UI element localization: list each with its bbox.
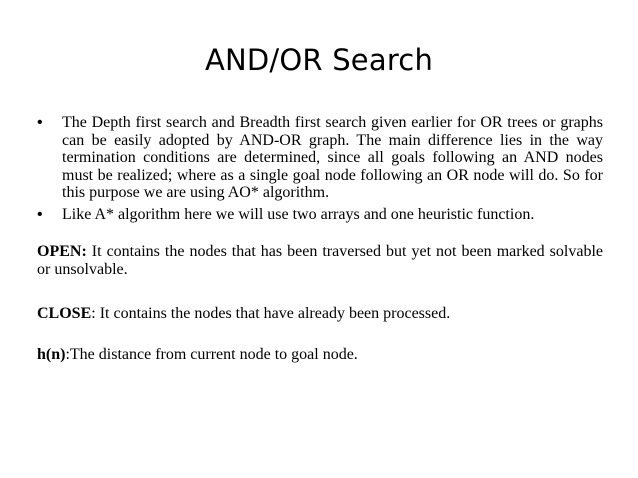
bullet-icon: • [37,114,43,131]
bullet-icon: • [37,205,43,223]
definition-open [37,243,603,278]
bullet-item-astar [37,206,603,224]
definition-term: OPEN: [37,243,87,260]
definition-close [37,305,603,323]
definition-term: h(n) [37,346,66,363]
slide-title: AND/OR Search [204,43,434,77]
bullet-text: Like A* algorithm here we will use two arrays and one heuristic function. [62,205,535,223]
bullet-list [37,114,603,228]
definition-term: CLOSE [37,305,92,322]
definition-text: :The distance from current node to goal node. [65,346,358,363]
definition-text: It contains the nodes that has been traversed but yet not been marked solvable or unsolvable. [37,243,603,278]
definition-hn [37,346,603,364]
bullet-item-dfs-bfs [37,114,603,202]
definition-text: : It contains the nodes that have already been processed. [91,305,451,322]
bullet-text: The Depth first search and Breadth first search given earlier for OR trees or graphs can be easily adopted by AND-OR graph. The main difference lies in the way termination conditions are determined, since all goals following an AND nodes must be realized; where as a single goal node following an OR node will do. So for this purpose we are using AO* algorithm. [62,114,603,202]
